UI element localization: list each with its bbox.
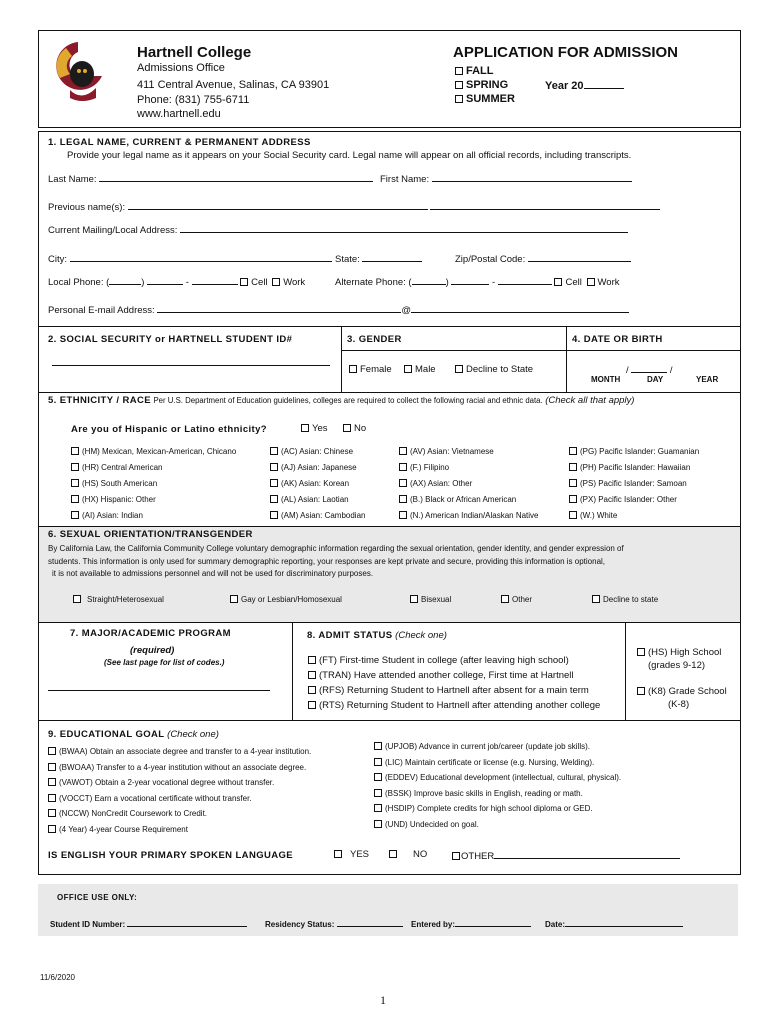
office-use-title: OFFICE USE ONLY: — [57, 893, 138, 902]
ethnicity-option[interactable] — [569, 508, 699, 524]
gender-male-label: Male — [415, 364, 436, 375]
alternate-phone-dash: - — [492, 277, 496, 288]
ethnicity-option[interactable] — [270, 492, 365, 508]
mailing-address-field[interactable] — [48, 223, 628, 236]
ethnicity-label: (AC) Asian: Chinese — [281, 447, 354, 456]
goal-checkbox[interactable] — [48, 825, 56, 833]
goal-option[interactable] — [374, 801, 621, 817]
ethnicity-label: (PX) Pacific Islander: Other — [580, 495, 677, 504]
hispanic-no[interactable] — [343, 423, 366, 434]
section5-subtitle: Per U.S. Department of Education guidelines, colleges are required to collect the following racial and ethnic data. — [153, 396, 543, 405]
previous-names-field[interactable] — [48, 200, 660, 213]
section5-header — [48, 395, 634, 406]
goal-option[interactable] — [48, 791, 311, 807]
goal-checkbox[interactable] — [374, 804, 382, 812]
section9-header — [48, 729, 219, 740]
orientation-decline-label: Decline to state — [603, 595, 659, 604]
admissions-office: Admissions Office — [137, 62, 225, 74]
alternate-phone-paren: ) — [445, 277, 449, 288]
ethnicity-checkbox[interactable] — [399, 511, 407, 519]
ethnicity-option[interactable] — [71, 476, 236, 492]
goal-option[interactable] — [48, 760, 311, 776]
term-summer-checkbox[interactable] — [455, 95, 463, 103]
goal-label: (BWOAA) Transfer to a 4-year institution without an associate degree. — [59, 762, 307, 772]
footer-date: 11/6/2020 — [40, 973, 75, 982]
divider-s8-school — [625, 622, 626, 720]
admit-status-list — [308, 653, 600, 713]
year-field[interactable] — [545, 79, 624, 92]
goal-checkbox[interactable] — [48, 794, 56, 802]
ethnicity-option[interactable] — [270, 460, 365, 476]
ethnicity-checkbox[interactable] — [399, 479, 407, 487]
goal-checkbox[interactable] — [48, 778, 56, 786]
gender-female-label: Female — [360, 364, 392, 375]
term-spring-label: SPRING — [466, 79, 509, 91]
goal-option[interactable] — [374, 786, 621, 802]
goal-label: (LIC) Maintain certificate or license (e.g. Nursing, Welding). — [385, 757, 595, 767]
dob-slash-2: / — [669, 365, 673, 376]
orientation-straight[interactable] — [73, 595, 164, 604]
ethnicity-option[interactable] — [270, 444, 365, 460]
divider-s2-s3 — [341, 326, 342, 392]
divider-s3-s4 — [566, 326, 567, 392]
goal-label: (UND) Undecided on goal. — [385, 819, 479, 829]
last-name-label: Last Name: — [48, 174, 97, 185]
section9-check-one: (Check one) — [167, 729, 219, 740]
orientation-gay-label: Gay or Lesbian/Homosexual — [241, 595, 342, 604]
section3-title: 3. GENDER — [347, 334, 402, 345]
ethnicity-checkbox[interactable] — [569, 479, 577, 487]
hispanic-yes[interactable] — [301, 423, 328, 434]
orientation-bisexual-checkbox[interactable] — [410, 595, 418, 603]
goal-checkbox[interactable] — [374, 773, 382, 781]
ethnicity-label: (AM) Asian: Cambodian — [281, 511, 366, 520]
ethnicity-checkbox[interactable] — [270, 463, 278, 471]
gender-male[interactable] — [404, 364, 436, 375]
admit-status-checkbox[interactable] — [308, 701, 316, 709]
ethnicity-checkbox[interactable] — [71, 495, 79, 503]
goal-option[interactable] — [48, 822, 311, 838]
ethnicity-label: (AK) Asian: Korean — [281, 479, 350, 488]
section1-subtitle: Provide your legal name as it appears on your Social Security card. Legal name will appear on all official records, including transcripts. — [67, 150, 632, 161]
goal-option[interactable] — [374, 755, 621, 771]
english-other-checkbox[interactable] — [452, 852, 460, 860]
admit-status-label: (RTS) Returning Student to Hartnell after attending another college — [319, 700, 601, 711]
ethnicity-checkbox[interactable] — [71, 447, 79, 455]
divider-s7-s8 — [292, 622, 293, 720]
school-k8-checkbox[interactable] — [637, 687, 645, 695]
local-phone-field[interactable] — [48, 275, 305, 288]
ethnicity-checkbox[interactable] — [569, 511, 577, 519]
goal-label: (UPJOB) Advance in current job/career (update job skills). — [385, 742, 590, 751]
ethnicity-checkbox[interactable] — [569, 447, 577, 455]
goal-checkbox[interactable] — [48, 747, 56, 755]
gender-female[interactable] — [349, 364, 392, 375]
ethnicity-col3 — [399, 444, 539, 524]
english-other-label: OTHER — [461, 851, 495, 862]
major-input[interactable] — [48, 681, 270, 693]
hispanic-yes-label: Yes — [312, 423, 328, 434]
state-label: State: — [335, 254, 360, 265]
ethnicity-label: (W.) White — [580, 511, 618, 520]
goal-option[interactable] — [48, 806, 311, 822]
goal-label: (HSDIP) Complete credits for high school diploma or GED. — [385, 804, 593, 813]
zip-label: Zip/Postal Code: — [455, 254, 526, 265]
section8-header — [307, 630, 447, 641]
english-no[interactable] — [389, 849, 427, 860]
ethnicity-checkbox[interactable] — [270, 511, 278, 519]
gender-decline-label: Decline to State — [466, 364, 534, 375]
orientation-other-label: Other — [512, 595, 533, 604]
school-hs-label: (HS) High School — [648, 647, 722, 658]
section7-required: (required) — [130, 645, 175, 656]
zip-field[interactable] — [455, 252, 631, 265]
hispanic-no-label: No — [354, 423, 367, 434]
mailing-address-label: Current Mailing/Local Address: — [48, 225, 178, 236]
alt-work-label: Work — [597, 277, 620, 288]
ethnicity-checkbox[interactable] — [71, 463, 79, 471]
goal-option[interactable] — [374, 817, 621, 833]
section6-line1: By California Law, the California Community College voluntary demographic information regarding the sexual orientation, gender identity, and gender expression of — [48, 544, 624, 553]
college-phone: Phone: (831) 755-6711 — [137, 94, 250, 106]
alternate-phone-field[interactable] — [335, 275, 620, 288]
ethnicity-option[interactable] — [399, 508, 539, 524]
admit-status-label: (TRAN) Have attended another college, First time at Hartnell — [319, 670, 574, 681]
ssn-input[interactable] — [52, 356, 330, 368]
local-phone-dash: - — [185, 277, 189, 288]
alt-work-checkbox[interactable] — [587, 278, 595, 286]
office-residency-label: Residency Status: — [265, 920, 335, 929]
gender-male-checkbox[interactable] — [404, 365, 412, 373]
hispanic-no-checkbox[interactable] — [343, 424, 351, 432]
school-k8-label: (K8) Grade School — [648, 686, 727, 697]
ethnicity-label: (PH) Pacific Islander: Hawaiian — [580, 463, 691, 472]
section6-title: 6. SEXUAL ORIENTATION/TRANSGENDER — [48, 529, 253, 540]
ethnicity-col2 — [270, 444, 365, 524]
ethnicity-checkbox[interactable] — [399, 495, 407, 503]
ethnicity-label: (PS) Pacific Islander: Samoan — [580, 479, 687, 488]
section7-see-codes: (See last page for list of codes.) — [104, 658, 225, 667]
dob-slash-1: / — [626, 365, 629, 376]
office-date[interactable] — [545, 917, 683, 929]
section5-check-all: (Check all that apply) — [545, 395, 635, 406]
admit-status-checkbox[interactable] — [308, 656, 316, 664]
orientation-bisexual[interactable] — [410, 595, 451, 604]
ethnicity-option[interactable] — [399, 492, 539, 508]
english-yes[interactable] — [334, 849, 369, 860]
local-work-checkbox[interactable] — [272, 278, 280, 286]
term-fall[interactable] — [455, 65, 494, 77]
goal-left-list — [48, 744, 311, 837]
hispanic-yes-checkbox[interactable] — [301, 424, 309, 432]
ethnicity-checkbox[interactable] — [71, 479, 79, 487]
section7-title: 7. MAJOR/ACADEMIC PROGRAM — [70, 628, 231, 639]
ethnicity-col1 — [71, 444, 236, 524]
term-summer-label: SUMMER — [466, 93, 515, 105]
ethnicity-label: (HX) Hispanic: Other — [82, 495, 156, 504]
divider-4 — [38, 622, 741, 623]
office-entered-by-label: Entered by: — [411, 920, 456, 929]
admit-status-label: (FT) First-time Student in college (after leaving high school) — [319, 655, 569, 666]
goal-label: (BWAA) Obtain an associate degree and transfer to a 4-year institution. — [59, 747, 312, 756]
alt-cell-checkbox[interactable] — [554, 278, 562, 286]
goal-option[interactable] — [48, 775, 311, 791]
office-date-label: Date: — [545, 920, 566, 929]
orientation-gay-checkbox[interactable] — [230, 595, 238, 603]
orientation-straight-checkbox[interactable] — [73, 595, 81, 603]
ethnicity-option[interactable] — [71, 460, 236, 476]
school-k8-grades: (K-8) — [668, 699, 690, 710]
office-entered-by[interactable] — [411, 917, 531, 929]
goal-label: (VOCCT) Earn a vocational certificate without transfer. — [59, 793, 252, 803]
first-name-label: First Name: — [380, 174, 430, 185]
english-no-checkbox[interactable] — [389, 850, 397, 858]
divider-1 — [38, 326, 741, 327]
gender-decline[interactable] — [455, 364, 533, 375]
ethnicity-checkbox[interactable] — [71, 511, 79, 519]
english-yes-checkbox[interactable] — [334, 850, 342, 858]
ethnicity-label: (AJ) Asian: Japanese — [281, 463, 357, 472]
goal-checkbox[interactable] — [48, 763, 56, 771]
orientation-other-checkbox[interactable] — [501, 595, 509, 603]
ethnicity-label: (AI) Asian: Indian — [82, 511, 143, 520]
goal-option[interactable] — [374, 770, 621, 786]
dob-month-label: MONTH — [591, 375, 621, 384]
local-phone-paren: ) — [141, 277, 145, 288]
alt-cell-label: Cell — [565, 277, 582, 288]
ethnicity-option[interactable] — [399, 476, 539, 492]
ethnicity-option[interactable] — [399, 460, 539, 476]
goal-option[interactable] — [48, 744, 311, 760]
ethnicity-label: (N.) American Indian/Alaskan Native — [410, 511, 539, 520]
orientation-decline-checkbox[interactable] — [592, 595, 600, 603]
ethnicity-option[interactable] — [71, 492, 236, 508]
divider-5 — [38, 720, 741, 721]
goal-checkbox[interactable] — [374, 820, 382, 828]
ethnicity-label: (B.) Black or African American — [410, 495, 517, 504]
ethnicity-option[interactable] — [71, 444, 236, 460]
ethnicity-checkbox[interactable] — [569, 463, 577, 471]
admit-status-label: (RFS) Returning Student to Hartnell after absent for a main term — [319, 685, 589, 696]
local-cell-label: Cell — [251, 277, 268, 288]
school-hs[interactable] — [637, 647, 721, 658]
ethnicity-checkbox[interactable] — [399, 447, 407, 455]
ethnicity-checkbox[interactable] — [569, 495, 577, 503]
ethnicity-label: (HM) Mexican, Mexican-American, Chicano — [82, 447, 237, 456]
english-other[interactable] — [452, 849, 680, 862]
hispanic-question: Are you of Hispanic or Latino ethnicity? — [71, 424, 267, 435]
school-k8[interactable] — [637, 686, 727, 697]
ethnicity-checkbox[interactable] — [270, 495, 278, 503]
orientation-other[interactable] — [501, 595, 532, 604]
goal-checkbox[interactable] — [374, 789, 382, 797]
term-fall-checkbox[interactable] — [455, 67, 463, 75]
ethnicity-option[interactable] — [569, 444, 699, 460]
english-no-label: NO — [413, 849, 428, 860]
goal-label: (4 Year) 4-year Course Requirement — [59, 824, 188, 834]
last-name-field[interactable] — [48, 172, 373, 185]
goal-label: (NCCW) NonCredit Coursework to Credit. — [59, 809, 208, 818]
admit-status-option[interactable] — [308, 683, 600, 698]
term-fall-label: FALL — [466, 65, 494, 77]
ethnicity-option[interactable] — [270, 508, 365, 524]
term-summer[interactable] — [455, 93, 515, 105]
email-field[interactable] — [48, 303, 629, 316]
ethnicity-option[interactable] — [270, 476, 365, 492]
local-cell-checkbox[interactable] — [240, 278, 248, 286]
orientation-gay[interactable] — [230, 595, 342, 604]
admit-status-checkbox[interactable] — [308, 671, 316, 679]
orientation-bisexual-label: Bisexual — [421, 595, 452, 604]
ethnicity-col4 — [569, 444, 699, 524]
college-website: www.hartnell.edu — [137, 108, 221, 120]
email-label: Personal E-mail Address: — [48, 305, 155, 316]
goal-label: (BSSK) Improve basic skills in English, reading or math. — [385, 788, 583, 798]
office-student-id-label: Student ID Number: — [50, 920, 126, 929]
dob-year-label: YEAR — [696, 375, 719, 384]
admit-status-option[interactable] — [308, 698, 600, 713]
city-field[interactable] — [48, 252, 332, 265]
gender-decline-checkbox[interactable] — [455, 365, 463, 373]
school-hs-grades: (grades 9-12) — [648, 660, 706, 671]
divider-2 — [38, 392, 741, 393]
admit-status-checkbox[interactable] — [308, 686, 316, 694]
admit-status-option[interactable] — [308, 653, 600, 668]
goal-checkbox[interactable] — [374, 742, 382, 750]
goal-label: (EDDEV) Educational development (intellectual, cultural, physical). — [385, 773, 622, 782]
alternate-phone-label: Alternate Phone: ( — [335, 277, 412, 288]
section5-title: 5. ETHNICITY / RACE — [48, 395, 151, 406]
section8-title: 8. ADMIT STATUS — [307, 630, 393, 641]
email-at-sign: @ — [401, 305, 411, 316]
page-number: 1 — [380, 993, 386, 1007]
local-work-label: Work — [283, 277, 306, 288]
ethnicity-checkbox[interactable] — [399, 463, 407, 471]
section6-line2: students. This information is only used for summary demographic reporting, your responses are kept private and secure, providing this information is optional, — [48, 557, 606, 566]
ethnicity-label: (AV) Asian: Vietnamese — [410, 447, 494, 456]
ethnicity-checkbox[interactable] — [270, 447, 278, 455]
divider-s34-under-title — [341, 350, 741, 351]
orientation-straight-label: Straight/Heterosexual — [87, 595, 164, 604]
dob-day-label: DAY — [647, 375, 664, 384]
orientation-decline[interactable] — [592, 595, 658, 604]
ethnicity-option[interactable] — [569, 476, 699, 492]
goal-right-list — [374, 739, 621, 832]
ethnicity-option[interactable] — [399, 444, 539, 460]
term-spring[interactable] — [455, 79, 508, 91]
ethnicity-label: (PG) Pacific Islander: Guamanian — [580, 447, 700, 456]
year-label: Year 20 — [545, 80, 584, 92]
goal-label: (VAWOT) Obtain a 2-year vocational degree without transfer. — [59, 778, 275, 787]
ethnicity-option[interactable] — [71, 508, 236, 524]
section6-line3: it is not available to admissions personnel and will not be used for discriminatory purposes. — [52, 569, 374, 578]
ethnicity-option[interactable] — [569, 492, 699, 508]
ethnicity-label: (F.) Filipino — [410, 463, 450, 472]
section1-title: 1. LEGAL NAME, CURRENT & PERMANENT ADDRESS — [48, 137, 311, 148]
english-question: IS ENGLISH YOUR PRIMARY SPOKEN LANGUAGE — [48, 850, 294, 861]
ethnicity-label: (HR) Central American — [82, 463, 163, 472]
english-yes-label: YES — [350, 849, 370, 860]
admit-status-option[interactable] — [308, 668, 600, 683]
section9-title: 9. EDUCATIONAL GOAL — [48, 729, 165, 740]
city-label: City: — [48, 254, 67, 265]
school-hs-checkbox[interactable] — [637, 648, 645, 656]
college-address: 411 Central Avenue, Salinas, CA 93901 — [137, 79, 330, 91]
ethnicity-option[interactable] — [569, 460, 699, 476]
first-name-field[interactable] — [380, 172, 632, 185]
office-student-id[interactable] — [50, 917, 247, 929]
goal-checkbox[interactable] — [48, 809, 56, 817]
college-name: Hartnell College — [137, 44, 252, 61]
previous-names-label: Previous name(s): — [48, 202, 126, 213]
ethnicity-label: (AL) Asian: Laotian — [281, 495, 349, 504]
ethnicity-label: (HS) South American — [82, 479, 158, 488]
college-logo — [52, 38, 104, 104]
goal-option[interactable] — [374, 739, 621, 755]
office-residency[interactable] — [265, 917, 403, 929]
application-title: APPLICATION FOR ADMISSION — [453, 44, 678, 61]
section2-title: 2. SOCIAL SECURITY or HARTNELL STUDENT ID# — [48, 334, 293, 345]
gender-female-checkbox[interactable] — [349, 365, 357, 373]
term-spring-checkbox[interactable] — [455, 81, 463, 89]
local-phone-label: Local Phone: ( — [48, 277, 110, 288]
ethnicity-checkbox[interactable] — [270, 479, 278, 487]
goal-checkbox[interactable] — [374, 758, 382, 766]
ethnicity-label: (AX) Asian: Other — [410, 479, 473, 488]
section8-check-one: (Check one) — [395, 630, 447, 641]
section4-title: 4. DATE OR BIRTH — [572, 334, 663, 345]
state-field[interactable] — [335, 252, 422, 265]
